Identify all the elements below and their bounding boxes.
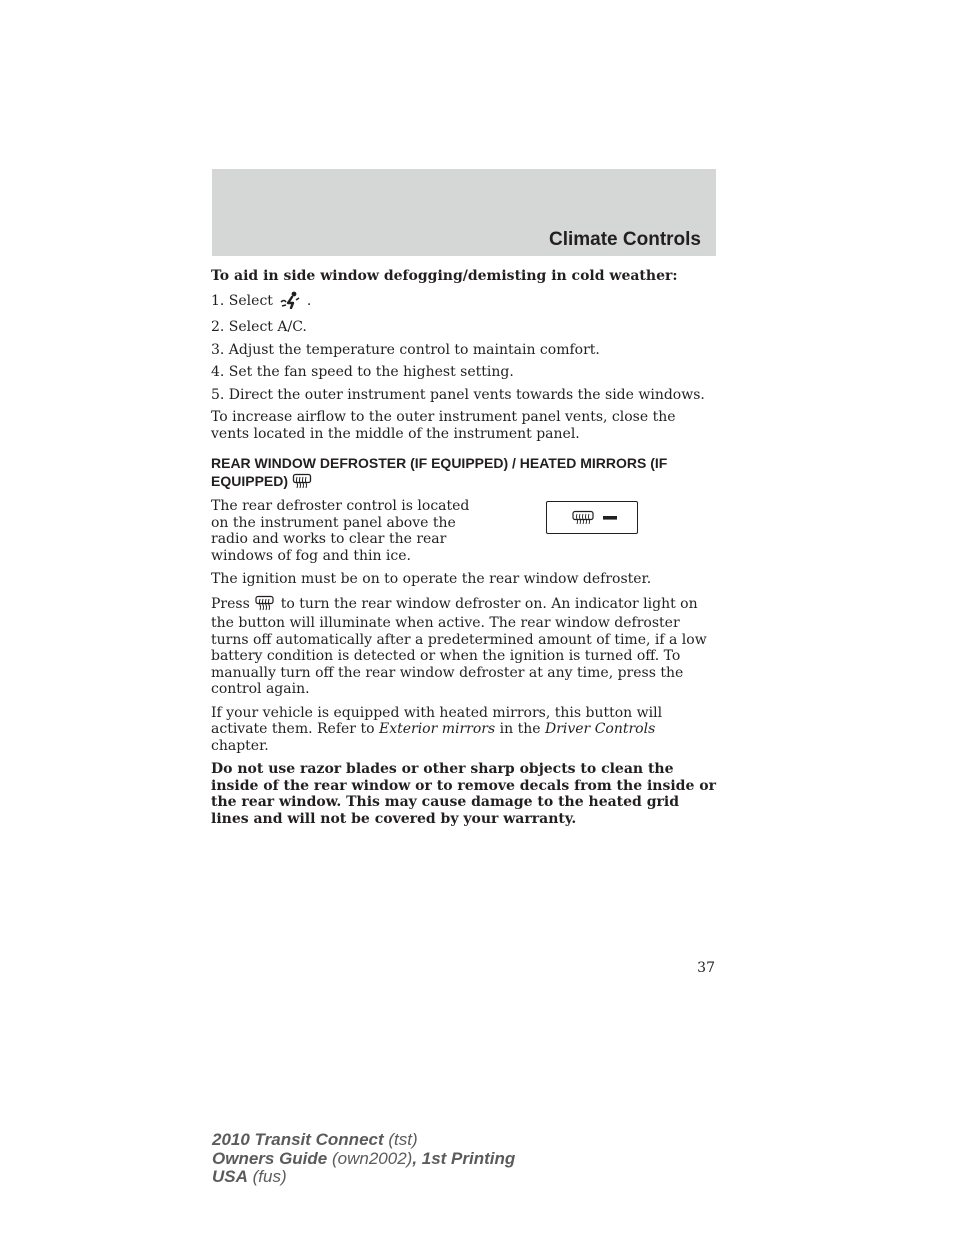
- rear-defroster-heading-text: REAR WINDOW DEFROSTER (IF EQUIPPED) / HEATED MIRRORS (IF EQUIPPED): [211, 455, 668, 489]
- step-1: [211, 291, 716, 314]
- footer-line-3: [212, 1168, 515, 1187]
- warning-paragraph: Do not use razor blades or other sharp objects to clean the inside of the rear window or to remove decals from the inside or the rear window. This may cause damage to the heated grid lines and will not be covered by your warranty.: [211, 761, 716, 827]
- press-paragraph: [211, 595, 716, 698]
- mirrors-suffix: chapter.: [211, 737, 269, 754]
- footer-model-code: (tst): [388, 1130, 418, 1149]
- side-window-lead: To aid in side window defogging/demisting in cold weather:: [211, 268, 678, 284]
- defroster-location-text: The rear defroster control is located on the instrument panel above the radio and works to clear the rear windows of fog and thin ice.: [211, 498, 470, 564]
- rear-defrost-button-graphic: [547, 502, 639, 535]
- footer-guide: Owners Guide: [212, 1148, 328, 1168]
- step-3: 3. Adjust the temperature control to maintain comfort.: [211, 341, 600, 358]
- driver-controls-reference: Driver Controls: [544, 721, 656, 737]
- rear-defrost-button-illustration: [546, 501, 638, 534]
- page-content: [211, 268, 716, 827]
- footer-line-1: [212, 1131, 515, 1150]
- defroster-location-row: [211, 498, 716, 564]
- footer-line-2: [212, 1150, 515, 1169]
- step-2: 2. Select A/C.: [211, 319, 307, 335]
- step-1-prefix: 1. Select: [211, 292, 273, 309]
- press-rest: to turn the rear window defroster on. An indicator light on the button will illuminate when active. The rear window defroster turns off automatically after a predetermined amount of time, if a low battery condition is detected or when the ignition is turned off. To manually turn off the rear window defroster at any time, press the control again.: [211, 595, 707, 697]
- document-footer: [212, 1131, 515, 1187]
- footer-model: 2010 Transit Connect: [212, 1130, 384, 1149]
- chapter-title: Climate Controls: [548, 229, 701, 250]
- mirrors-paragraph: [211, 705, 716, 755]
- footer-market: USA: [212, 1167, 248, 1186]
- footer-printing: , 1st Printing: [412, 1148, 516, 1168]
- rear-defrost-inline-icon: [254, 595, 276, 616]
- floor-defrost-mode-icon: [279, 291, 301, 314]
- mirrors-prefix: If your vehicle is equipped with heated mirrors, this button will activate them. Refer to: [211, 704, 663, 737]
- page-number: 37: [697, 960, 715, 976]
- footer-market-code: (fus): [252, 1167, 287, 1186]
- exterior-mirrors-reference: Exterior mirrors: [378, 721, 496, 737]
- mirrors-mid: in the: [499, 721, 541, 737]
- airflow-paragraph: To increase airflow to the outer instrument panel vents, close the vents located in the middle of the instrument panel.: [211, 409, 676, 442]
- step-4: 4. Set the fan speed to the highest setting.: [211, 364, 514, 380]
- footer-guide-code: (own2002): [331, 1148, 413, 1168]
- press-prefix: Press: [211, 595, 250, 612]
- step-5: 5. Direct the outer instrument panel vents towards the side windows.: [211, 386, 705, 403]
- ignition-paragraph: The ignition must be on to operate the rear window defroster.: [211, 571, 652, 587]
- rear-defroster-heading: [211, 454, 716, 493]
- rear-defrost-icon: [292, 473, 312, 493]
- chapter-header: [212, 169, 716, 256]
- step-1-suffix: .: [306, 292, 312, 309]
